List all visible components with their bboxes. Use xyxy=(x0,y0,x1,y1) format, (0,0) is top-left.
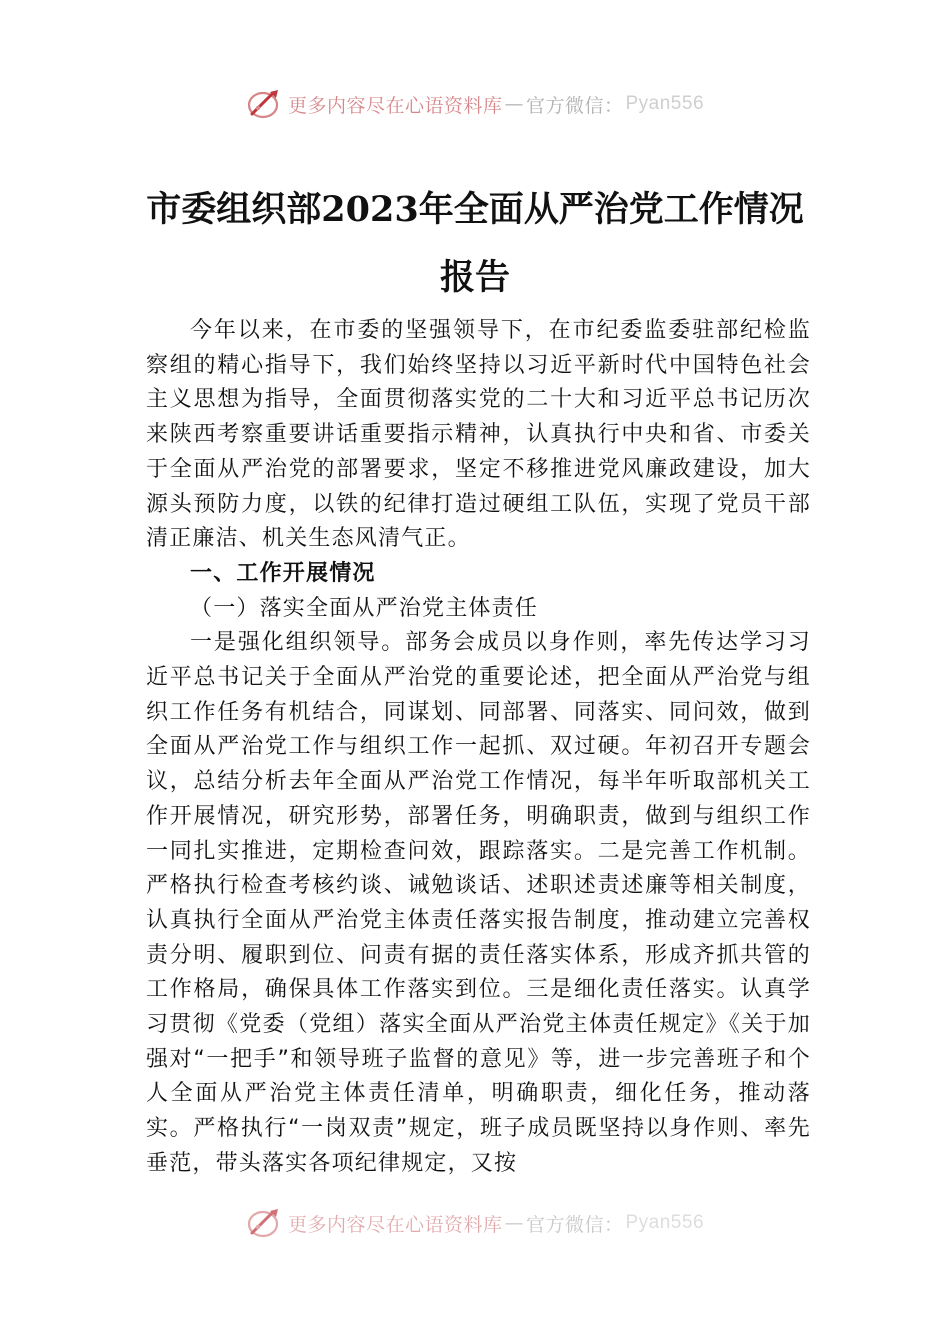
watermark-dash: — xyxy=(504,93,524,115)
subsection-heading: （一）落实全面从严治党主体责任 xyxy=(190,595,539,621)
watermark-wechat-label: 官方微信： xyxy=(525,1213,624,1236)
intro-paragraph: 今年以来，在市委的坚强领导下，在市纪委监委驻部纪检监察组的精心指导下，我们始终坚持以习近平新时代中国特色社会主义思想为指导，全面贯彻落实党的二十大和习近平总书记历次来陕西考察重要讲话重要指示精神，认真执行中央和省、市委关于全面从严治党的部署要求，坚定不移推进党风廉政建设，加大源头预防力度，以铁的纪律打造过硬组工队伍，实现了党员干部清正廉洁、机关生态风清气正。 xyxy=(146,318,811,552)
body-paragraph: 一是强化组织领导。部务会成员以身作则，率先传达学习习近平总书记关于全面从严治党的重要论述，把全面从严治党与组织工作任务有机结合，同谋划、同部署、同落实、同问效，做到全面从严治党工作与组织工作一起抓、双过硬。年初召开专题会议，总结分析去年全面从严治党工作情况，每半年听取部机关工作开展情况，研究形势，部署任务，明确职责，做到与组织工作一同扎实推进，定期检查问效，跟踪落实。二是完善工作机制。严格执行检查考核约谈、诫勉谈话、述职述责述廉等相关制度，认真执行全面从严治党主体责任落实报告制度，推动建立完善权责分明、履职到位、问责有据的责任落实体系，形成齐抓共管的工作格局，确保具体工作落实到位。三是细化责任落实。认真学习贯彻《党委（党组）落实全面从严治党主体责任规定》《关于加强对“一把手”和领导班子监督的意见》等，进一步完善班子和个人全面从严治党主体责任清单，明确职责，细化任务，推动落实。严格执行“一岗双责”规定，班子成员既坚持以身作则、率先垂范，带头落实各项纪律规定，又按 xyxy=(146,630,811,1176)
watermark-brand: 更多内容尽在心语资料库 xyxy=(287,1213,503,1236)
section-heading: 一、工作开展情况 xyxy=(190,560,376,586)
document-title-line2: 报告 xyxy=(439,257,510,298)
watermark-wechat-id: Pyan556 xyxy=(625,93,705,114)
watermark-header xyxy=(0,84,950,124)
watermark-wechat-id: Pyan556 xyxy=(625,1212,705,1233)
document-body xyxy=(146,314,811,1182)
watermark-brand: 更多内容尽在心语资料库 xyxy=(287,94,503,117)
document-title-line1: 市委组织部2023年全面从严治党工作情况 xyxy=(146,189,804,230)
fountain-pen-logo-icon xyxy=(246,1207,284,1239)
watermark-wechat-label: 官方微信： xyxy=(525,94,624,117)
watermark-dash: — xyxy=(504,1212,524,1234)
watermark-footer xyxy=(0,1206,950,1240)
fountain-pen-logo-icon xyxy=(246,88,284,120)
